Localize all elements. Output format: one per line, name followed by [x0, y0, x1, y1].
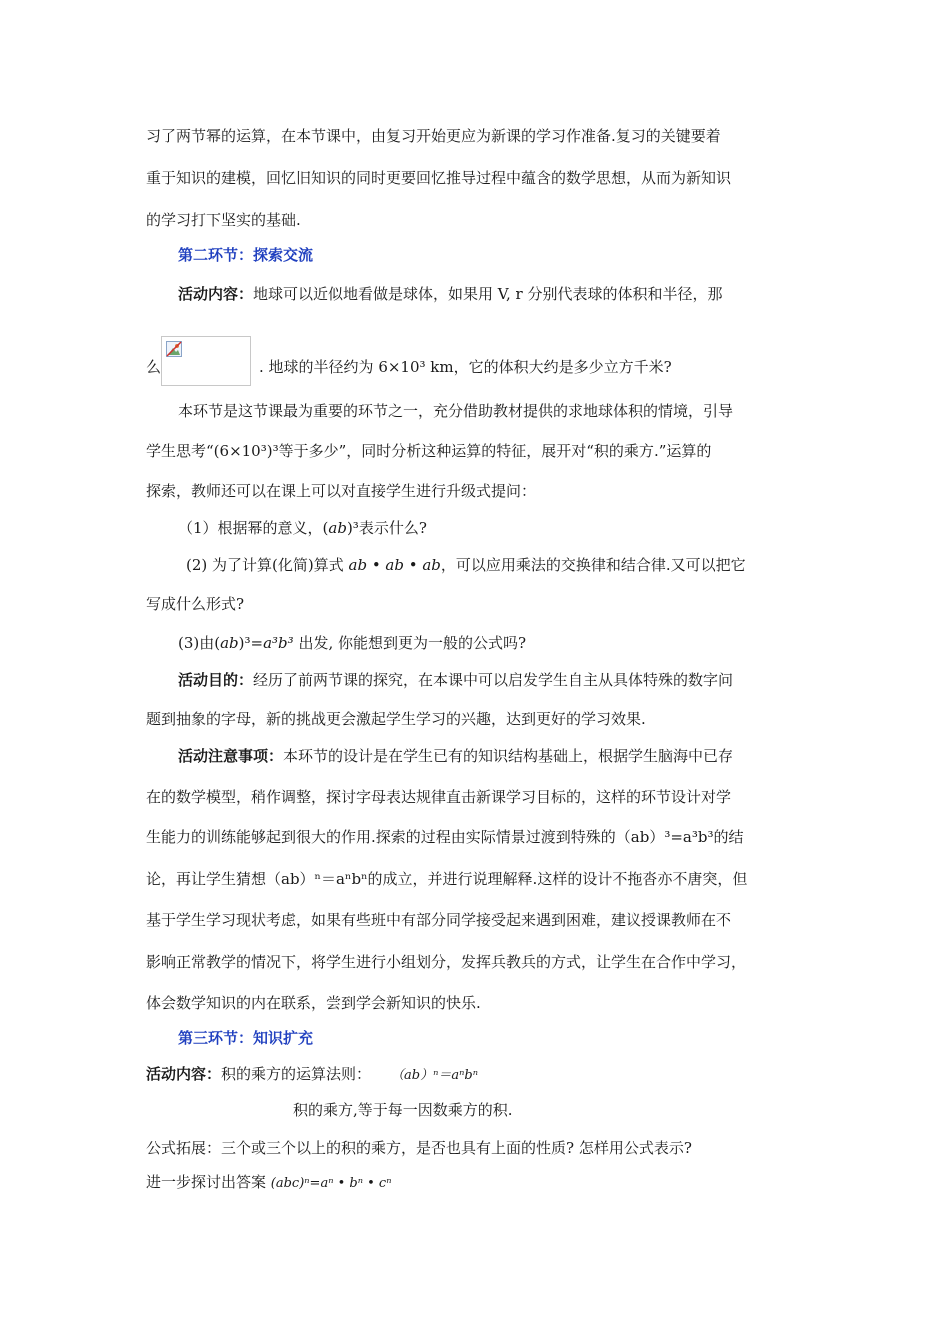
- earth-radius-text: . 地球的半径约为 6×10³ km，它的体积大约是多少立方千米?: [259, 358, 672, 376]
- paragraph-line: 习了两节幂的运算，在本节课中，由复习开始更应为新课的学习作准备.复习的关键要着: [146, 127, 721, 145]
- activity-content-line: [146, 1064, 478, 1086]
- broken-image-icon: [166, 341, 182, 357]
- paragraph-line: 生能力的训练能够起到很大的作用.探索的过程由实际情景过渡到特殊的（ab）³=a³b³的结: [146, 828, 744, 846]
- paragraph-line: 探索，教师还可以在课上可以对直接学生进行升级式提问：: [146, 482, 537, 500]
- text-prefix: 么: [146, 358, 162, 376]
- activity-content-label: 活动内容：: [146, 1065, 222, 1083]
- formula-extension: 公式拓展：三个或三个以上的积的乘方，是否也具有上面的性质? 怎样用公式表示?: [146, 1139, 692, 1157]
- question-text: )³表示什么?: [346, 519, 427, 537]
- activity-content-line: [178, 284, 722, 304]
- section-heading-3: 第三环节：知识扩充: [178, 1029, 314, 1047]
- question-1: [178, 518, 427, 538]
- paragraph-line: 题到抽象的字母，新的挑战更会激起学生学习的兴趣，达到更好的学习效果.: [146, 710, 646, 728]
- paragraph-line: 学生思考“(6×10³)³等于多少”，同时分析这种运算的特征，展开对“积的乘方.”运算的: [146, 442, 712, 460]
- section-heading-2: 第二环节：探索交流: [178, 246, 314, 264]
- math-expression: a³b³: [263, 634, 294, 652]
- activity-note-text: 本环节的设计是在学生已有的知识结构基础上，根据学生脑海中已存: [283, 747, 734, 765]
- activity-content-text: 地球可以近似地看做是球体，如果用 V, r 分别代表球的体积和半径，那: [253, 285, 723, 303]
- broken-image: [161, 336, 251, 386]
- activity-note-line: [178, 746, 733, 766]
- math-expression: ab • ab • ab: [348, 556, 441, 574]
- activity-purpose-label: 活动目的：: [178, 671, 254, 689]
- question-text: )³=: [238, 634, 264, 652]
- paragraph-line: 在的数学模型，稍作调整，探讨字母表达规律直击新课学习目标的，这样的环节设计对学: [146, 788, 732, 806]
- question-text: (2) 为了计算(化简)算式: [186, 556, 349, 574]
- math-var: ab: [220, 634, 239, 652]
- further-answer-line: [146, 1172, 391, 1194]
- further-answer-text: 进一步探讨出答案: [146, 1173, 271, 1191]
- paragraph-line: 本环节是这节课最为重要的环节之一，充分借助教材提供的求地球体积的情境，引导: [178, 402, 734, 420]
- product-power-rule: （ab）ⁿ＝aⁿbⁿ: [391, 1068, 478, 1083]
- paragraph-line: 影响正常教学的情况下，将学生进行小组划分，发挥兵教兵的方式，让学生在合作中学习，: [146, 953, 747, 971]
- paragraph-line: 重于知识的建模，回忆旧知识的同时更要回忆推导过程中蕴含的数学思想，从而为新知识: [146, 169, 732, 187]
- paragraph-line: 论，再让学生猜想（ab）ⁿ＝aⁿbⁿ的成立，并进行说理解释.这样的设计不拖沓亦不唐突，但: [146, 870, 748, 888]
- formula-line: [146, 350, 672, 386]
- activity-content-label: 活动内容：: [178, 285, 254, 303]
- rule-description: 积的乘方,等于每一因数乘方的积.: [293, 1101, 513, 1119]
- question-text: ，可以应用乘法的交换律和结合律.又可以把它: [440, 556, 746, 574]
- question-text: 出发, 你能想到更为一般的公式吗?: [293, 634, 527, 652]
- math-var: ab: [328, 519, 347, 537]
- question-2: [186, 555, 746, 575]
- paragraph-line: 基于学生学习现状考虑，如果有些班中有部分同学接受起来遇到困难，建议授课教师在不: [146, 911, 732, 929]
- paragraph-line: 写成什么形式?: [146, 595, 245, 613]
- activity-note-label: 活动注意事项：: [178, 747, 284, 765]
- question-3: [178, 633, 526, 653]
- activity-content-text: 积的乘方的运算法则：: [221, 1065, 372, 1083]
- question-text: (3)由(: [178, 634, 221, 652]
- question-text: （1）根据幂的意义，(: [178, 519, 329, 537]
- general-formula: (abc)ⁿ=aⁿ • bⁿ • cⁿ: [270, 1176, 392, 1191]
- activity-purpose-line: [178, 670, 733, 690]
- paragraph-line: 体会数学知识的内在联系，尝到学会新知识的快乐.: [146, 994, 481, 1012]
- paragraph-line: 的学习打下坚实的基础.: [146, 211, 301, 229]
- activity-purpose-text: 经历了前两节课的探究，在本课中可以启发学生自主从具体特殊的数字问: [253, 671, 734, 689]
